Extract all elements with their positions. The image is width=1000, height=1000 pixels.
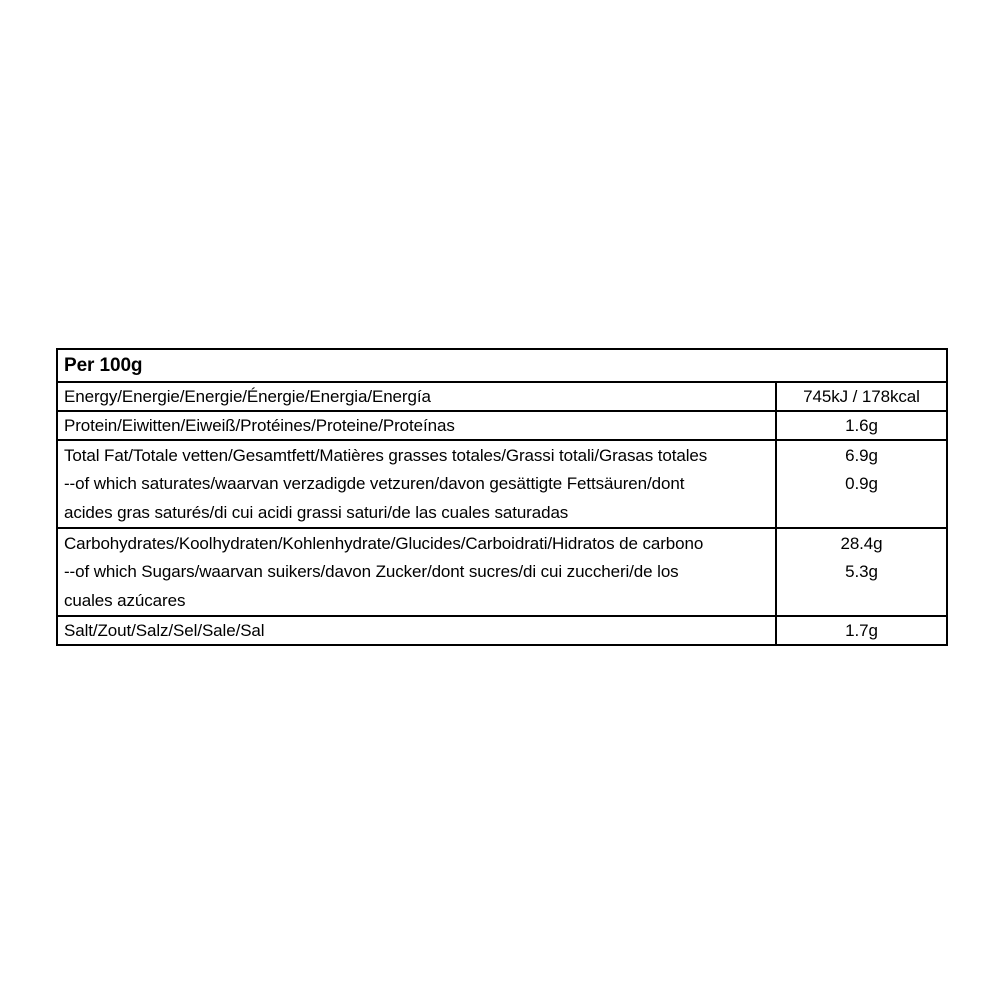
protein-label-text: Protein/Eiwitten/Eiweiß/Protéines/Proteine/Proteínas <box>64 415 455 435</box>
salt-label <box>58 617 775 644</box>
saturates-value-text: 0.9g <box>845 474 878 494</box>
salt-label-text: Salt/Zout/Salz/Sel/Sale/Sal <box>64 620 265 640</box>
total-fat-label-line1: Total Fat/Totale vetten/Gesamtfett/Matières grasses totales/Grassi totali/Grasas totales <box>64 445 708 465</box>
carbohydrates-label <box>58 529 775 615</box>
carbohydrates-label-line1: Carbohydrates/Koolhydraten/Kohlenhydrate/Glucides/Carboidrati/Hidratos de carbono <box>64 533 704 553</box>
carbohydrates-value <box>775 529 946 615</box>
table-header-row <box>58 350 946 381</box>
total-fat-value-text: 6.9g <box>845 445 878 465</box>
table-row-carbohydrates <box>58 527 946 615</box>
energy-value <box>775 383 946 410</box>
energy-value-text: 745kJ / 178kcal <box>803 386 920 406</box>
table-row-protein <box>58 410 946 439</box>
sugars-value-text: 5.3g <box>845 562 878 582</box>
salt-value <box>775 617 946 644</box>
protein-value <box>775 412 946 439</box>
table-header-per-100g: Per 100g <box>64 354 143 376</box>
energy-label <box>58 383 775 410</box>
saturates-label-line2: acides gras saturés/di cui acidi grassi saturi/de las cuales saturadas <box>64 502 569 522</box>
table-row-salt <box>58 615 946 644</box>
salt-value-text: 1.7g <box>845 620 878 640</box>
protein-value-text: 1.6g <box>845 415 878 435</box>
carbohydrates-value-text: 28.4g <box>840 533 883 553</box>
table-row-energy <box>58 381 946 410</box>
table-row-total-fat <box>58 439 946 527</box>
sugars-label-line1: --of which Sugars/waarvan suikers/davon Zucker/dont sucres/di cui zuccheri/de los <box>64 562 679 582</box>
protein-label <box>58 412 775 439</box>
saturates-label-line1: --of which saturates/waarvan verzadigde vetzuren/davon gesättigte Fettsäuren/dont <box>64 474 685 494</box>
sugars-label-line2: cuales azúcares <box>64 590 186 610</box>
total-fat-value <box>775 441 946 527</box>
nutrition-table <box>56 348 948 646</box>
energy-label-text: Energy/Energie/Energie/Énergie/Energia/Energía <box>64 386 431 406</box>
total-fat-label <box>58 441 775 527</box>
